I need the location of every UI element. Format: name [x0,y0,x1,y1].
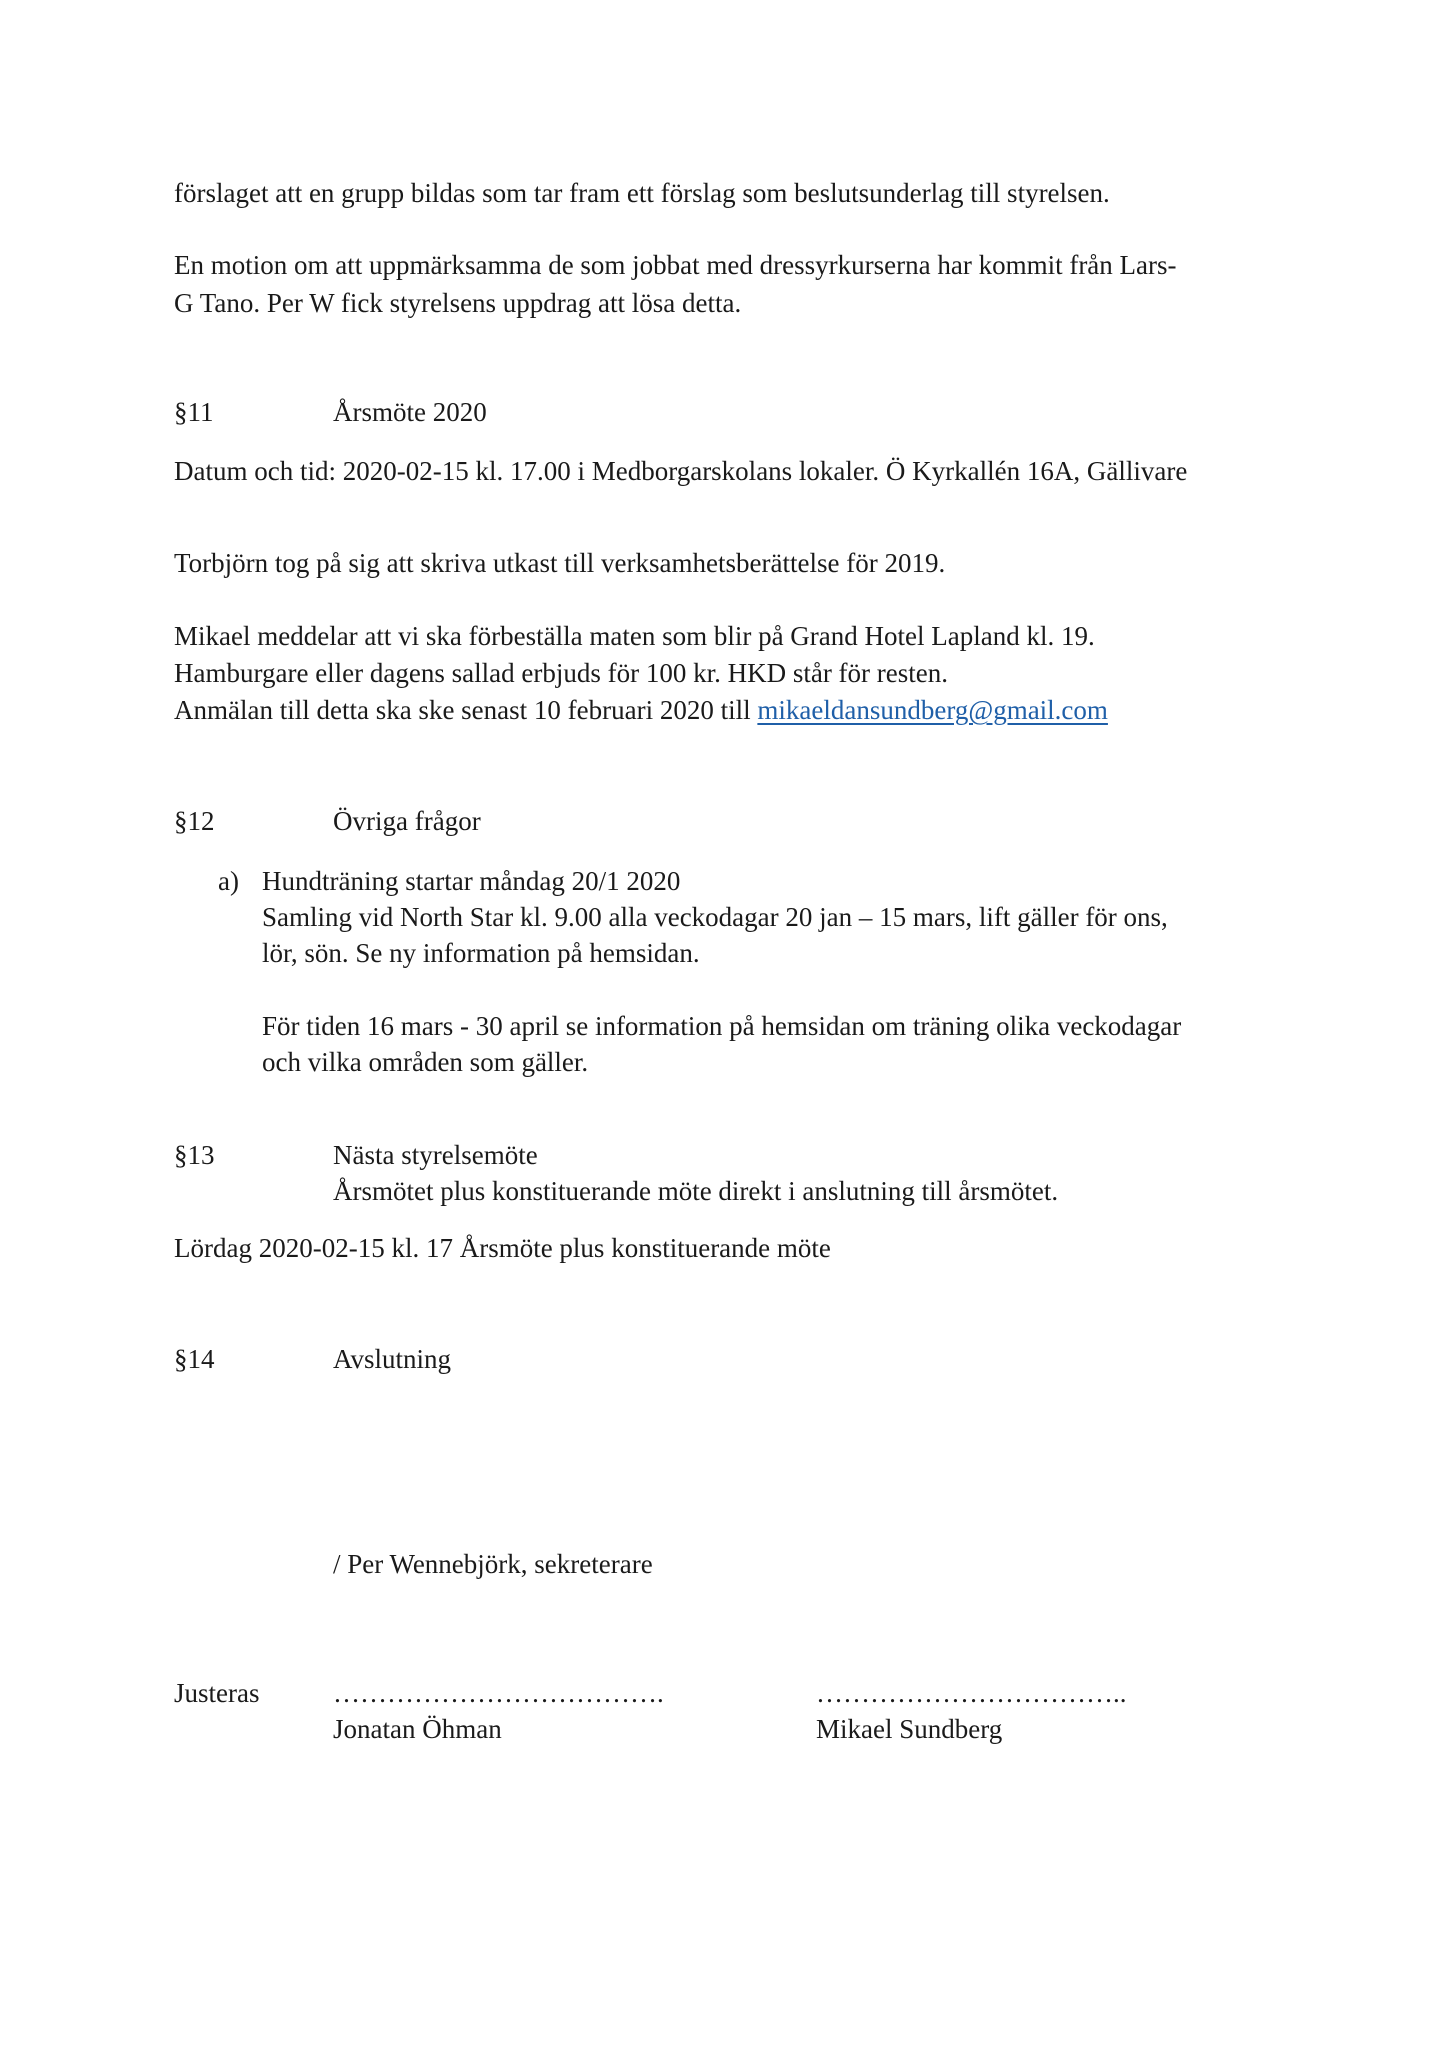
mikael-text-line1: Mikael meddelar att vi ska förbeställa maten som blir på Grand Hotel Lapland kl. 19. [174,621,1095,651]
list-item-line1: Hundträning startar måndag 20/1 2020 [262,866,681,896]
intro-text: förslaget att en grupp bildas som tar fram ett förslag som beslutsunderlag till styrelsen. [174,178,1110,208]
section-11-title: Årsmöte 2020 [333,397,487,427]
list-item-marker: a) [218,866,239,896]
registration-text: Anmälan till detta ska ske senast 10 februari 2020 till [174,695,758,725]
section-12-number: §12 [174,806,215,836]
section-14-number: §14 [174,1344,215,1374]
list-item-line3: lör, sön. Se ny information på hemsidan. [262,938,700,968]
section-13-text: Årsmötet plus konstituerande möte direkt i anslutning till årsmötet. [333,1176,1059,1206]
motion-text-line2: G Tano. Per W fick styrelsens uppdrag att lösa detta. [174,288,742,318]
signature-line-2: …………………………….. [816,1678,1127,1708]
justeras-label: Justeras [174,1678,260,1708]
list-item-line4: För tiden 16 mars - 30 april se information på hemsidan om träning olika veckodagar [262,1011,1182,1041]
email-link[interactable]: mikaeldansundberg@gmail.com [757,695,1108,725]
section-13-title: Nästa styrelsemöte [333,1140,538,1170]
list-item-line5: och vilka områden som gäller. [262,1047,589,1077]
section-12-title: Övriga frågor [333,806,481,836]
section-11-number: §11 [174,397,214,427]
section-13-date-text: Lördag 2020-02-15 kl. 17 Årsmöte plus konstituerande möte [174,1233,831,1263]
motion-text-line1: En motion om att uppmärksamma de som jobbat med dressyrkurserna har kommit från Lars- [174,250,1177,280]
secretary-signature: / Per Wennebjörk, sekreterare [333,1549,653,1579]
section-14-title: Avslutning [333,1344,452,1374]
signer-name-1: Jonatan Öhman [333,1714,502,1744]
mikael-text-line3 [174,691,1108,729]
mikael-text-line2: Hamburgare eller dagens sallad erbjuds för 100 kr. HKD står för resten. [174,658,949,688]
meeting-datetime-text: Datum och tid: 2020-02-15 kl. 17.00 i Medborgarskolans lokaler. Ö Kyrkallén 16A, Gällivare [174,456,1188,486]
list-item-line2: Samling vid North Star kl. 9.00 alla veckodagar 20 jan – 15 mars, lift gäller för ons, [262,902,1168,932]
torbjorn-text: Torbjörn tog på sig att skriva utkast till verksamhetsberättelse för 2019. [174,548,946,578]
section-13-number: §13 [174,1140,215,1170]
signer-name-2: Mikael Sundberg [816,1714,1003,1744]
signature-line-1: ………………………………. [333,1678,664,1708]
